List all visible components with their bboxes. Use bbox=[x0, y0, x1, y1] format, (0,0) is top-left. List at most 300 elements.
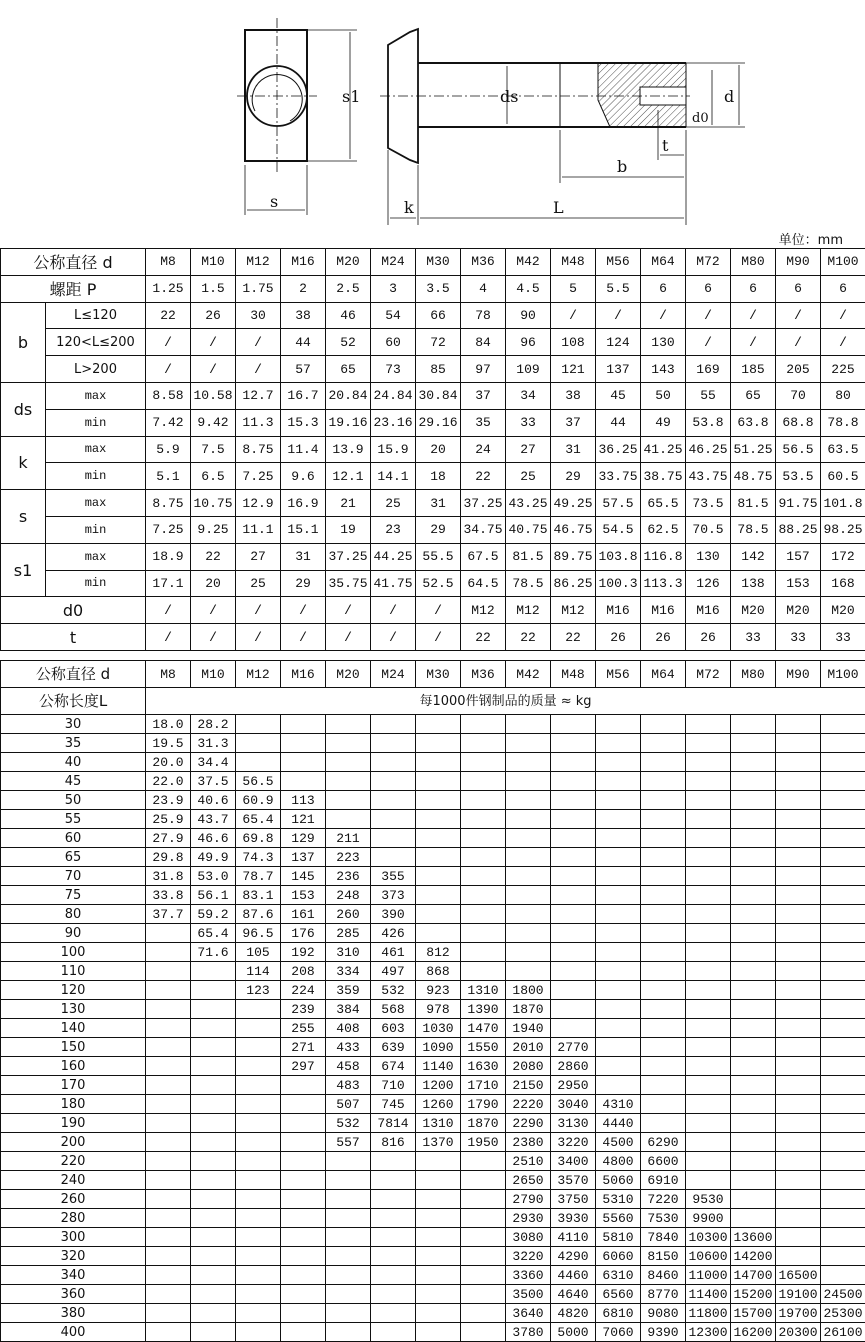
weight-cell bbox=[326, 810, 371, 829]
weight-cell bbox=[281, 1114, 326, 1133]
header-label: 公称直径 d bbox=[1, 661, 146, 688]
weight-cell bbox=[416, 1228, 461, 1247]
weight-cell bbox=[821, 1000, 865, 1019]
weight-cell bbox=[821, 1247, 865, 1266]
weight-cell bbox=[146, 1304, 191, 1323]
weight-cell bbox=[641, 715, 686, 734]
table-row bbox=[1, 981, 865, 1000]
weight-cell bbox=[506, 772, 551, 791]
weight-cell: 6310 bbox=[596, 1266, 641, 1285]
weight-cell bbox=[596, 867, 641, 886]
value-cell: 22 bbox=[461, 624, 506, 651]
weight-cell: 271 bbox=[281, 1038, 326, 1057]
weight-cell bbox=[821, 1209, 865, 1228]
weight-cell bbox=[191, 1323, 236, 1342]
weight-cell: 19700 bbox=[776, 1304, 821, 1323]
weight-cell: 113 bbox=[281, 791, 326, 810]
weight-cell bbox=[776, 1057, 821, 1076]
value-cell: 10.75 bbox=[191, 490, 236, 517]
weight-cell: 6810 bbox=[596, 1304, 641, 1323]
weight-caption-row bbox=[1, 688, 865, 715]
value-cell: 86.25 bbox=[551, 570, 596, 597]
value-cell: 6.5 bbox=[191, 463, 236, 490]
weight-cell bbox=[461, 1171, 506, 1190]
weight-cell: 2650 bbox=[506, 1171, 551, 1190]
value-cell: / bbox=[686, 302, 731, 329]
weight-cell bbox=[641, 753, 686, 772]
table-row bbox=[1, 1095, 865, 1114]
weight-cell bbox=[686, 734, 731, 753]
value-cell: / bbox=[821, 329, 865, 356]
weight-cell bbox=[281, 1152, 326, 1171]
weight-cell: 2380 bbox=[506, 1133, 551, 1152]
weight-cell bbox=[641, 810, 686, 829]
weight-cell: 19100 bbox=[776, 1285, 821, 1304]
value-cell: 46.25 bbox=[686, 436, 731, 463]
weight-cell bbox=[776, 943, 821, 962]
weight-cell bbox=[596, 1057, 641, 1076]
value-cell: 22 bbox=[146, 302, 191, 329]
weight-cell bbox=[236, 1209, 281, 1228]
weight-cell bbox=[641, 1076, 686, 1095]
value-cell: 53.5 bbox=[776, 463, 821, 490]
weight-cell bbox=[686, 715, 731, 734]
table-row bbox=[1, 1323, 865, 1342]
weight-cell: 46.6 bbox=[191, 829, 236, 848]
weight-cell bbox=[461, 772, 506, 791]
value-cell: 2 bbox=[281, 275, 326, 302]
pitch-row bbox=[1, 275, 865, 302]
weight-cell bbox=[551, 753, 596, 772]
max-label: max bbox=[46, 543, 146, 570]
table-row bbox=[1, 1114, 865, 1133]
weight-cell bbox=[506, 924, 551, 943]
weight-cell bbox=[731, 715, 776, 734]
weight-cell bbox=[236, 1019, 281, 1038]
value-cell: 44 bbox=[281, 329, 326, 356]
weight-cell bbox=[551, 848, 596, 867]
value-cell: 109 bbox=[506, 356, 551, 383]
value-cell: 24 bbox=[461, 436, 506, 463]
value-cell: 54 bbox=[371, 302, 416, 329]
weight-cell: 4640 bbox=[551, 1285, 596, 1304]
weight-cell: 9390 bbox=[641, 1323, 686, 1342]
weight-cell bbox=[821, 1228, 865, 1247]
value-cell: 36.25 bbox=[596, 436, 641, 463]
weight-cell bbox=[731, 734, 776, 753]
value-cell: 37.25 bbox=[326, 543, 371, 570]
weight-cell bbox=[776, 848, 821, 867]
weight-cell: 532 bbox=[371, 981, 416, 1000]
weight-cell bbox=[461, 905, 506, 924]
value-cell: / bbox=[731, 302, 776, 329]
weight-cell bbox=[686, 1000, 731, 1019]
weight-cell bbox=[236, 1057, 281, 1076]
weight-cell bbox=[236, 1152, 281, 1171]
weight-cell bbox=[191, 1000, 236, 1019]
value-cell: 3 bbox=[371, 275, 416, 302]
header-label: 公称直径 d bbox=[1, 249, 146, 276]
weight-cell bbox=[146, 1228, 191, 1247]
weight-cell: 123 bbox=[236, 981, 281, 1000]
weight-cell bbox=[326, 1209, 371, 1228]
weight-cell bbox=[731, 1152, 776, 1171]
s1-min-row bbox=[1, 570, 865, 597]
size-header: M30 bbox=[416, 661, 461, 688]
weight-cell bbox=[731, 962, 776, 981]
s1-max-row bbox=[1, 543, 865, 570]
weight-cell: 568 bbox=[371, 1000, 416, 1019]
weight-cell: 15200 bbox=[731, 1285, 776, 1304]
length-cell: 120 bbox=[1, 981, 146, 1000]
weight-cell bbox=[596, 886, 641, 905]
table-row bbox=[1, 829, 865, 848]
value-cell: 26 bbox=[596, 624, 641, 651]
value-cell: / bbox=[191, 597, 236, 624]
value-cell: 88.25 bbox=[776, 516, 821, 543]
weight-cell bbox=[146, 1190, 191, 1209]
weight-cell bbox=[416, 1304, 461, 1323]
weight-cell: 8150 bbox=[641, 1247, 686, 1266]
weight-cell: 25300 bbox=[821, 1304, 865, 1323]
weight-cell bbox=[506, 905, 551, 924]
weight-cell: 639 bbox=[371, 1038, 416, 1057]
weight-cell bbox=[191, 1247, 236, 1266]
weight-cell bbox=[236, 1266, 281, 1285]
weight-cell: 236 bbox=[326, 867, 371, 886]
max-label: max bbox=[46, 382, 146, 409]
weight-cell bbox=[371, 829, 416, 848]
value-cell: 70.5 bbox=[686, 516, 731, 543]
weight-cell: 384 bbox=[326, 1000, 371, 1019]
weight-cell: 2290 bbox=[506, 1114, 551, 1133]
value-cell: 44.25 bbox=[371, 543, 416, 570]
weight-cell bbox=[416, 848, 461, 867]
weight-cell bbox=[821, 1152, 865, 1171]
weight-cell bbox=[461, 1266, 506, 1285]
length-cell: 75 bbox=[1, 886, 146, 905]
weight-cell: 22.0 bbox=[146, 772, 191, 791]
label-d0: d0 bbox=[692, 111, 709, 126]
weight-cell: 11000 bbox=[686, 1266, 731, 1285]
weight-cell bbox=[416, 1285, 461, 1304]
weight-cell bbox=[596, 962, 641, 981]
value-cell: 27 bbox=[236, 543, 281, 570]
weight-cell: 78.7 bbox=[236, 867, 281, 886]
value-cell: 1.75 bbox=[236, 275, 281, 302]
table-row bbox=[1, 1076, 865, 1095]
weight-cell bbox=[506, 867, 551, 886]
weight-cell bbox=[821, 924, 865, 943]
weight-cell bbox=[641, 848, 686, 867]
weight-cell bbox=[461, 753, 506, 772]
weight-cell bbox=[641, 791, 686, 810]
weight-cell bbox=[551, 734, 596, 753]
weight-cell bbox=[821, 905, 865, 924]
value-cell: 11.1 bbox=[236, 516, 281, 543]
weight-cell bbox=[551, 829, 596, 848]
weight-cell: 1470 bbox=[461, 1019, 506, 1038]
weight-cell: 23.9 bbox=[146, 791, 191, 810]
size-header: M64 bbox=[641, 249, 686, 276]
value-cell: 169 bbox=[686, 356, 731, 383]
weight-cell bbox=[371, 1247, 416, 1266]
weight-cell bbox=[371, 1171, 416, 1190]
weight-cell: 1630 bbox=[461, 1057, 506, 1076]
k-min-row bbox=[1, 463, 865, 490]
weight-cell: 816 bbox=[371, 1133, 416, 1152]
value-cell: 116.8 bbox=[641, 543, 686, 570]
value-cell: 90 bbox=[506, 302, 551, 329]
weight-cell: 5310 bbox=[596, 1190, 641, 1209]
size-header: M10 bbox=[191, 249, 236, 276]
value-cell: 14.1 bbox=[371, 463, 416, 490]
weight-cell: 3570 bbox=[551, 1171, 596, 1190]
weight-cell: 65.4 bbox=[191, 924, 236, 943]
value-cell: 97 bbox=[461, 356, 506, 383]
weight-cell bbox=[236, 1285, 281, 1304]
table-row bbox=[1, 905, 865, 924]
size-header: M42 bbox=[506, 661, 551, 688]
weight-cell bbox=[191, 962, 236, 981]
table-row bbox=[1, 715, 865, 734]
value-cell: 18.9 bbox=[146, 543, 191, 570]
length-cell: 180 bbox=[1, 1095, 146, 1114]
length-cell: 160 bbox=[1, 1057, 146, 1076]
weight-cell: 9530 bbox=[686, 1190, 731, 1209]
weight-cell bbox=[776, 829, 821, 848]
value-cell: 73 bbox=[371, 356, 416, 383]
weight-cell: 6910 bbox=[641, 1171, 686, 1190]
d0-label: d0 bbox=[1, 597, 146, 624]
weight-cell: 37.7 bbox=[146, 905, 191, 924]
length-cell: 200 bbox=[1, 1133, 146, 1152]
weight-cell bbox=[731, 981, 776, 1000]
weight-cell: 4310 bbox=[596, 1095, 641, 1114]
value-cell: M12 bbox=[506, 597, 551, 624]
weight-cell bbox=[776, 905, 821, 924]
size-header: M36 bbox=[461, 661, 506, 688]
weight-cell bbox=[821, 1038, 865, 1057]
weight-cell bbox=[326, 715, 371, 734]
weight-cell bbox=[371, 734, 416, 753]
size-header: M10 bbox=[191, 661, 236, 688]
weight-cell bbox=[641, 734, 686, 753]
weight-cell: 255 bbox=[281, 1019, 326, 1038]
weight-cell bbox=[191, 1304, 236, 1323]
weight-cell: 1950 bbox=[461, 1133, 506, 1152]
weight-cell bbox=[326, 1323, 371, 1342]
weight-cell bbox=[686, 905, 731, 924]
value-cell: M16 bbox=[596, 597, 641, 624]
weight-cell bbox=[191, 1285, 236, 1304]
weight-cell: 6290 bbox=[641, 1133, 686, 1152]
value-cell: 100.3 bbox=[596, 570, 641, 597]
weight-cell: 74.3 bbox=[236, 848, 281, 867]
weight-cell: 248 bbox=[326, 886, 371, 905]
weight-cell bbox=[461, 1209, 506, 1228]
value-cell: 30.84 bbox=[416, 382, 461, 409]
value-cell: 30 bbox=[236, 302, 281, 329]
size-header: M24 bbox=[371, 249, 416, 276]
b-row bbox=[1, 302, 865, 329]
size-header: M80 bbox=[731, 661, 776, 688]
weight-cell bbox=[236, 1000, 281, 1019]
weight-cell: 2510 bbox=[506, 1152, 551, 1171]
weight-cell bbox=[821, 753, 865, 772]
weight-cell: 208 bbox=[281, 962, 326, 981]
value-cell: 7.25 bbox=[236, 463, 281, 490]
b-label: b bbox=[1, 302, 46, 382]
weight-cell bbox=[641, 981, 686, 1000]
weight-cell bbox=[776, 791, 821, 810]
size-header: M48 bbox=[551, 249, 596, 276]
k-max-row bbox=[1, 436, 865, 463]
value-cell: 5.5 bbox=[596, 275, 641, 302]
value-cell: 10.58 bbox=[191, 382, 236, 409]
weight-cell bbox=[731, 791, 776, 810]
value-cell: 78 bbox=[461, 302, 506, 329]
value-cell: M16 bbox=[641, 597, 686, 624]
weight-cell bbox=[281, 1323, 326, 1342]
weight-cell bbox=[551, 867, 596, 886]
value-cell: 130 bbox=[641, 329, 686, 356]
value-cell: 40.75 bbox=[506, 516, 551, 543]
value-cell: 60.5 bbox=[821, 463, 865, 490]
value-cell: / bbox=[236, 356, 281, 383]
weight-cell: 868 bbox=[416, 962, 461, 981]
value-cell: 8.75 bbox=[146, 490, 191, 517]
weight-cell bbox=[191, 1209, 236, 1228]
value-cell: 5.9 bbox=[146, 436, 191, 463]
weight-caption: 每1000件钢制品的质量 ≈ kg bbox=[146, 688, 865, 715]
value-cell: 29 bbox=[281, 570, 326, 597]
weight-cell bbox=[776, 1171, 821, 1190]
table-row bbox=[1, 753, 865, 772]
weight-cell bbox=[191, 981, 236, 1000]
value-cell: 205 bbox=[776, 356, 821, 383]
value-cell: 26 bbox=[641, 624, 686, 651]
value-cell: / bbox=[281, 597, 326, 624]
weight-header-row bbox=[1, 661, 865, 688]
table-row bbox=[1, 886, 865, 905]
value-cell: 31 bbox=[281, 543, 326, 570]
max-label: max bbox=[46, 490, 146, 517]
value-cell: 9.6 bbox=[281, 463, 326, 490]
weight-cell bbox=[506, 962, 551, 981]
weight-cell bbox=[596, 1000, 641, 1019]
weight-cell: 497 bbox=[371, 962, 416, 981]
label-s: s bbox=[270, 192, 278, 211]
weight-cell bbox=[686, 1019, 731, 1038]
bolt-side-view bbox=[380, 29, 745, 225]
value-cell: / bbox=[146, 624, 191, 651]
weight-cell bbox=[191, 1171, 236, 1190]
weight-cell bbox=[731, 772, 776, 791]
weight-cell: 224 bbox=[281, 981, 326, 1000]
value-cell: / bbox=[776, 329, 821, 356]
value-cell: 3.5 bbox=[416, 275, 461, 302]
value-cell: 49 bbox=[641, 409, 686, 436]
weight-cell: 426 bbox=[371, 924, 416, 943]
weight-cell bbox=[776, 1228, 821, 1247]
weight-cell bbox=[461, 810, 506, 829]
weight-cell bbox=[416, 924, 461, 943]
weight-cell bbox=[731, 1019, 776, 1038]
weight-cell bbox=[326, 791, 371, 810]
weight-cell: 507 bbox=[326, 1095, 371, 1114]
weight-cell: 18.0 bbox=[146, 715, 191, 734]
value-cell: 153 bbox=[776, 570, 821, 597]
weight-cell: 37.5 bbox=[191, 772, 236, 791]
weight-cell: 710 bbox=[371, 1076, 416, 1095]
weight-cell bbox=[416, 791, 461, 810]
table-row bbox=[1, 1057, 865, 1076]
value-cell: / bbox=[371, 597, 416, 624]
value-cell: 142 bbox=[731, 543, 776, 570]
value-cell: 78.5 bbox=[731, 516, 776, 543]
weight-cell bbox=[326, 1304, 371, 1323]
weight-cell bbox=[731, 753, 776, 772]
label-s1: s1 bbox=[342, 87, 360, 106]
weight-cell: 1870 bbox=[506, 1000, 551, 1019]
length-cell: 280 bbox=[1, 1209, 146, 1228]
value-cell: 12.9 bbox=[236, 490, 281, 517]
weight-cell bbox=[416, 734, 461, 753]
weight-cell bbox=[821, 886, 865, 905]
weight-cell: 458 bbox=[326, 1057, 371, 1076]
weight-cell bbox=[461, 829, 506, 848]
value-cell: 26 bbox=[686, 624, 731, 651]
weight-cell bbox=[371, 791, 416, 810]
weight-cell bbox=[461, 962, 506, 981]
weight-cell: 53.0 bbox=[191, 867, 236, 886]
d0-row bbox=[1, 597, 865, 624]
value-cell: / bbox=[371, 624, 416, 651]
value-cell: 12.1 bbox=[326, 463, 371, 490]
length-cell: 100 bbox=[1, 943, 146, 962]
weight-cell bbox=[596, 1076, 641, 1095]
weight-cell bbox=[776, 1076, 821, 1095]
weight-cell bbox=[461, 886, 506, 905]
weight-cell: 359 bbox=[326, 981, 371, 1000]
weight-cell bbox=[416, 886, 461, 905]
value-cell: 15.3 bbox=[281, 409, 326, 436]
weight-cell bbox=[821, 1114, 865, 1133]
weight-cell: 16500 bbox=[776, 1266, 821, 1285]
value-cell: 33.75 bbox=[596, 463, 641, 490]
weight-cell bbox=[416, 1190, 461, 1209]
weight-cell bbox=[596, 715, 641, 734]
weight-cell: 10600 bbox=[686, 1247, 731, 1266]
length-cell: 110 bbox=[1, 962, 146, 981]
weight-cell: 27.9 bbox=[146, 829, 191, 848]
value-cell: 81.5 bbox=[731, 490, 776, 517]
weight-cell: 3220 bbox=[506, 1247, 551, 1266]
value-cell: 5.1 bbox=[146, 463, 191, 490]
weight-cell bbox=[281, 715, 326, 734]
min-label: min bbox=[46, 409, 146, 436]
weight-cell bbox=[596, 1038, 641, 1057]
length-cell: 300 bbox=[1, 1228, 146, 1247]
value-cell: 37 bbox=[551, 409, 596, 436]
value-cell: 55 bbox=[686, 382, 731, 409]
weight-cell bbox=[461, 1228, 506, 1247]
value-cell: 66 bbox=[416, 302, 461, 329]
weight-cell bbox=[416, 1152, 461, 1171]
weight-cell bbox=[281, 1171, 326, 1190]
weight-cell bbox=[236, 715, 281, 734]
